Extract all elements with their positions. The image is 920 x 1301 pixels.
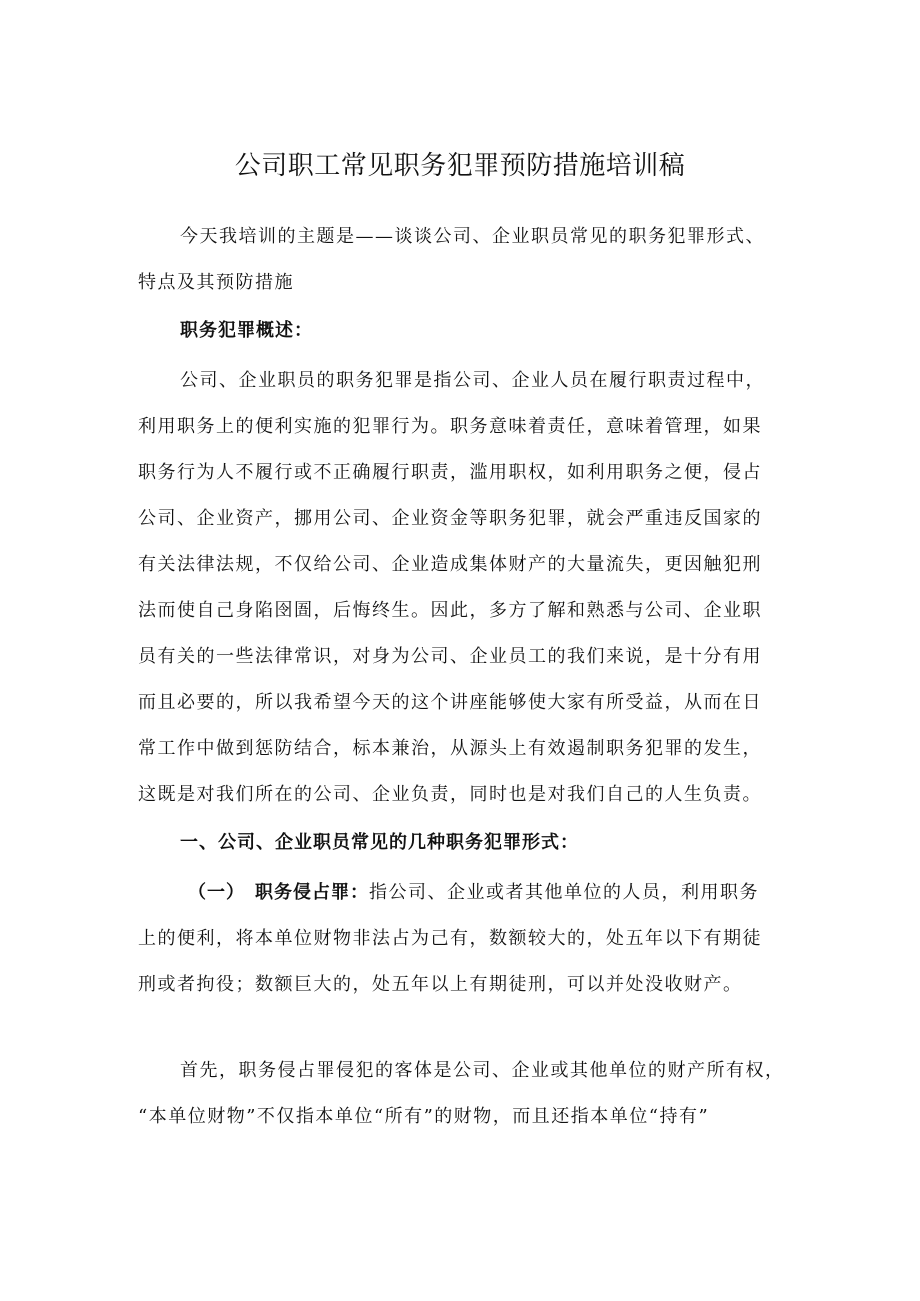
overview-heading: 职务犯罪概述： [180,320,313,341]
overview-line: 职务行为人不履行或不正确履行职责，滥用职权，如利用职务之便，侵占 [138,462,762,483]
document-title: 公司职工常见职务犯罪预防措施培训稿 [234,151,686,181]
overview-line: 法而使自己身陷囹圄，后悔终生。因此，多方了解和熟悉与公司、企业职 [138,600,762,621]
item-line: 上的便利，将本单位财物非法占为己有，数额较大的，处五年以下有期徒 [138,928,762,949]
item-label: （一） 职务侵占罪 [188,882,350,903]
overview-line: 公司、企业资产，挪用公司、企业资金等职务犯罪，就会严重违反国家的 [138,508,762,529]
item-line: 刑或者拘役；数额巨大的，处五年以上有期徒刑，可以并处没收财产。 [138,974,743,995]
overview-line: 利用职务上的便利实施的犯罪行为。职务意味着责任，意味着管理，如果 [138,416,762,437]
paragraph-line: 首先，职务侵占罪侵犯的客体是公司、企业或其他单位的财产所有权， [180,1060,785,1081]
item-text: 指公司、企业或者其他单位的人员，利用职务 [369,882,759,903]
paragraph-line: “本单位财物”不仅指本单位“所有”的财物，而且还指本单位“持有” [138,1106,710,1127]
overview-line: 而且必要的，所以我希望今天的这个讲座能够使大家有所受益，从而在日 [138,692,762,713]
item-colon: ： [350,882,369,903]
section-heading: 一、公司、企业职员常见的几种职务犯罪形式： [180,832,579,853]
overview-line: 公司、企业职员的职务犯罪是指公司、企业人员在履行职责过程中， [180,370,765,391]
intro-line: 今天我培训的主题是——谈谈公司、企业职员常见的职务犯罪形式、 [180,226,765,247]
intro-line: 特点及其预防措施 [138,272,294,293]
overview-line: 员有关的一些法律常识，对身为公司、企业员工的我们来说，是十分有用 [138,646,762,667]
overview-line: 有关法律法规，不仅给公司、企业造成集体财产的大量流失，更因触犯刑 [138,554,762,575]
item-first-line [188,880,759,906]
overview-line: 这既是对我们所在的公司、企业负责，同时也是对我们自己的人生负责。 [138,784,762,805]
overview-line: 常工作中做到惩防结合，标本兼治，从源头上有效遏制职务犯罪的发生， [138,738,762,759]
